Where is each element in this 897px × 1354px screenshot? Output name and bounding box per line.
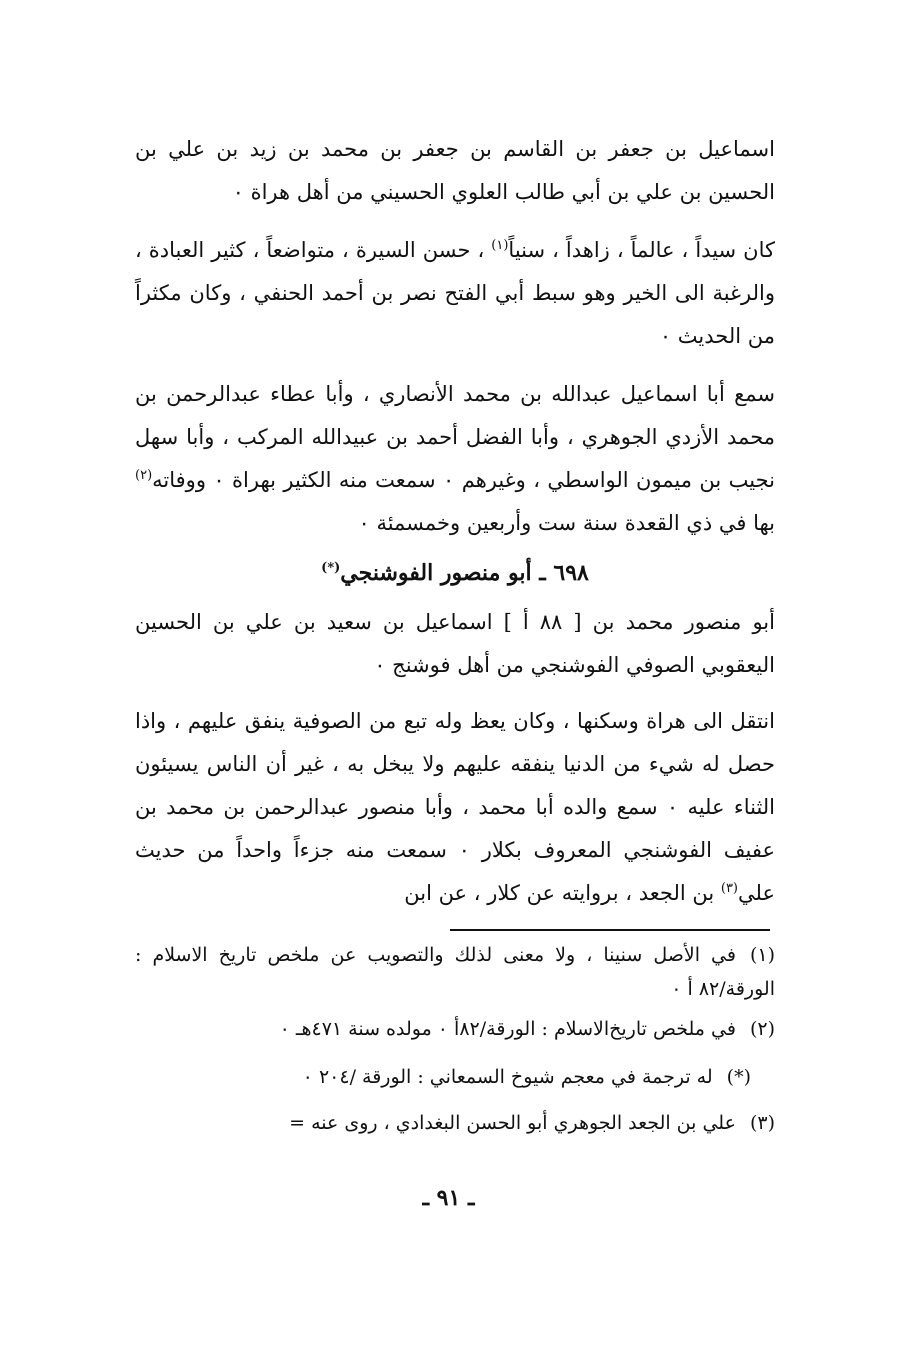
paragraph-description <box>135 229 775 358</box>
footnote-mark: (*) <box>726 1066 751 1088</box>
footnote-text: علي بن الجعد الجوهري أبو الحسن البغدادي ، روى عنه = <box>289 1112 736 1134</box>
footnote-mark: (٣) <box>749 1112 775 1134</box>
paragraph-lineage <box>135 128 775 214</box>
paragraph-text: كان سيداً ، عالماً ، زاهداً ، سنياً <box>508 238 775 262</box>
paragraph-text: انتقل الى هراة وسكنها ، وكان يعظ وله تبع من الصوفية ينفق عليهم ، واذا حصل له شيء من الدنيا ينفقه عليهم ولا يبخل به ، غير أن الناس يسيئون الثناء عليه ٠ سمع والده أبا محمد ، وأبا منصور عبدالرحمن بن محمد بن عفيف الفوشنجي المعروف بكلار ٠ سمعت منه جزءاً واحداً من حديث علي <box>135 709 776 905</box>
paragraph-teachers <box>135 373 775 545</box>
footnote-reference[interactable]: (٣) <box>720 881 738 896</box>
footnote-mark: (٢) <box>749 1018 775 1040</box>
footnote-reference[interactable]: (٢) <box>135 468 153 483</box>
footnote-text: في ملخص تاريخ‌الاسلام : الورقة/٨٢أ ٠ مولده سنة ٤٧١هـ ٠ <box>279 1018 736 1040</box>
paragraph-entry-name <box>135 601 775 687</box>
page-number: ـ ٩١ ـ <box>422 1185 475 1211</box>
footnote-mark: (١) <box>749 944 775 966</box>
paragraph-text: ، حسن السيرة ، متواضعاً ، كثير العبادة ، والرغبة الى الخير وهو سبط أبي الفتح نصر بن أحمد الحنفي ، وكان مكثراً من الحديث ٠ <box>135 238 775 348</box>
footnote-text: له ترجمة في معجم شيوخ السمعاني : الورقة /٢٠٤ ٠ <box>302 1066 713 1088</box>
footnote-item <box>135 1106 775 1140</box>
footnote-divider <box>450 929 770 931</box>
entry-heading <box>135 553 775 593</box>
paragraph-entry-bio <box>135 700 775 915</box>
paragraph-text: اسماعيل بن جعفر بن القاسم بن جعفر بن محمد بن زيد بن علي بن الحسين بن علي بن أبي طالب العلوي الحسيني من أهل هراة ٠ <box>135 137 775 204</box>
footnote-reference[interactable]: (*) <box>321 560 341 576</box>
entry-heading-text: ٦٩٨ ـ أبو منصور الفوشنجي <box>340 560 589 586</box>
paragraph-text: بن الجعد ، بروايته عن كلار ، عن ابن <box>404 881 721 905</box>
footnote-item <box>135 1012 775 1046</box>
footnote-text: في الأصل سنينا ، ولا معنى لذلك والتصويب عن ملخص تاريخ الاسلام : الورقة/٨٢ أ ٠ <box>135 944 775 1000</box>
paragraph-text: أبو منصور محمد بن [ ٨٨ أ ] اسماعيل بن سعيد بن علي بن الحسين اليعقوبي الصوفي الفوشنجي من أهل فوشنج ٠ <box>135 610 775 677</box>
footnote-reference[interactable]: (١) <box>491 238 509 253</box>
paragraph-text: بها في ذي القعدة سنة ست وأربعين وخمسمئة ٠ <box>358 511 775 535</box>
footnote-item <box>135 938 775 1006</box>
footnote-item <box>135 1060 775 1094</box>
paragraph-text: سمع أبا اسماعيل عبدالله بن محمد الأنصاري ، وأبا عطاء عبدالرحمن بن محمد الأزدي الجوهري ، وأبا الفضل أحمد بن عبيدالله المركب ، وأبا سهل نجيب بن ميمون الواسطي ، وغيرهم ٠ سمعت منه الكثير بهراة ٠ ووفاته <box>135 382 776 492</box>
